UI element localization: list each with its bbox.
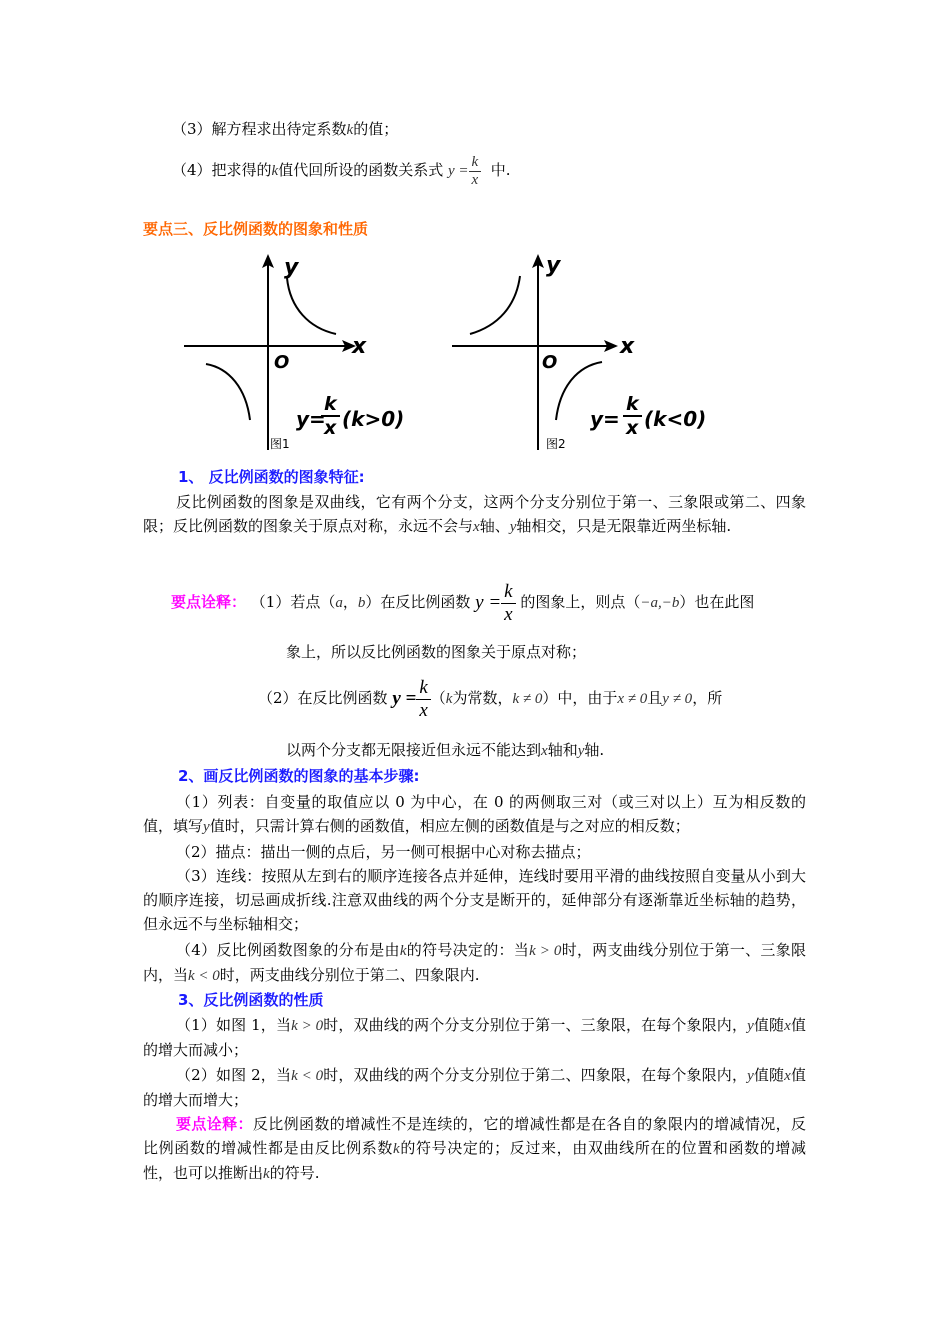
step-3-tail: 的值； <box>353 120 399 138</box>
subsection-1-title: 1、 反比例函数的图象特征: <box>178 468 365 486</box>
expr-k-ne-0: k ≠ 0 <box>512 691 543 707</box>
note-label: 要点诠释： <box>171 593 247 611</box>
fraction-numerator: k <box>469 154 482 172</box>
figure-caption: 图2 <box>546 437 566 451</box>
var-y: y <box>509 519 517 535</box>
step-3 <box>172 119 398 140</box>
text: 值的增大而增大； <box>143 1066 806 1109</box>
var-k: k <box>393 1141 400 1157</box>
text: 值的增大而减小； <box>143 1016 806 1059</box>
note-label: 要点诠释： <box>176 1115 253 1133</box>
var-y: y <box>747 1068 754 1084</box>
text: 时，双曲线的两个分支分别位于第一、三象限，在每个象限内， <box>323 1016 748 1034</box>
var-x: x <box>784 1068 791 1084</box>
text: 值时，只需计算右侧的函数值，相应左侧的函数值是与之对应的相反数； <box>209 817 690 835</box>
text: ， <box>342 593 358 611</box>
formula-lhs: y = <box>475 592 502 613</box>
text: 时，两支曲线分别位于第二、四象限内. <box>219 966 480 984</box>
var-k: k <box>445 691 453 707</box>
expr-k-negative: k < 0 <box>291 1068 324 1084</box>
text: 值随 <box>753 1066 785 1084</box>
text: （4）反比例函数图象的分布是由 <box>176 941 400 959</box>
text: 轴相交，只是无限靠近两坐标轴. <box>516 517 732 535</box>
var-k: k <box>271 163 279 179</box>
text: （2）如图 2，当 <box>176 1066 292 1084</box>
formula-fraction <box>469 154 482 189</box>
var-k: k <box>263 1166 270 1182</box>
step-4 <box>172 145 511 195</box>
hyperbola-branch-q2 <box>470 276 520 334</box>
expr-y-ne-0: y ≠ 0 <box>662 691 693 707</box>
note-2-paragraph <box>143 1112 806 1186</box>
var-b: b <box>357 595 366 611</box>
hyperbola-branch-q3 <box>206 364 250 420</box>
fraction-denominator: x <box>504 603 513 625</box>
expr-k-negative: k < 0 <box>188 968 220 984</box>
text: （1）列表：自变量的取值应以 0 为中心，在 0 的两侧取三对（或三对以上）互为相反数的值，填写 <box>143 793 806 835</box>
x-label: x <box>620 334 635 359</box>
y-label: y <box>546 253 561 278</box>
fraction-numerator: k <box>416 677 430 700</box>
text: 的符号. <box>269 1164 320 1182</box>
x-label: x <box>352 334 367 359</box>
text: 为常数， <box>452 689 513 707</box>
note-1-line-3 <box>258 670 722 726</box>
var-a: a <box>335 595 343 611</box>
formula-lhs: y = <box>448 163 469 179</box>
text: ）中，由于 <box>542 689 618 707</box>
section-title: 要点三、反比例函数的图象和性质 <box>143 220 369 238</box>
equation-lhs: y= <box>296 407 326 431</box>
text: （ <box>430 689 446 707</box>
step-4-mid: 值代回所设的函数关系式 <box>278 161 444 179</box>
equation-condition: (k<0) <box>644 407 707 431</box>
figure-caption: 图1 <box>270 437 290 451</box>
fraction-denominator: x <box>471 171 479 188</box>
origin-label: O <box>274 352 290 373</box>
text: （1）若点（ <box>250 593 336 611</box>
text: 时，双曲线的两个分支分别位于第二、四象限，在每个象限内， <box>323 1066 748 1084</box>
text: （1）如图 1，当 <box>176 1016 292 1034</box>
expr-k-positive: k > 0 <box>529 943 562 959</box>
var-x: x <box>473 519 480 535</box>
formula-fraction <box>416 677 430 722</box>
var-y: y <box>747 1018 754 1034</box>
text: 反比例函数的增减性不是连续的，它的增减性都是在各自的象限内的增减情况，反比例函数的增减性都是由反比例系数 <box>143 1115 806 1157</box>
var-k: k <box>399 943 407 959</box>
equation-condition: (k>0) <box>342 407 405 431</box>
figure-2 <box>452 250 707 456</box>
subsection-3-title: 3、反比例函数的性质 <box>178 991 324 1009</box>
step-4-text: （4）把求得的 <box>172 161 272 179</box>
y-label: y <box>284 255 299 280</box>
text: 轴和 <box>547 741 578 759</box>
equation-numerator: k <box>324 393 337 415</box>
figure-1 <box>184 250 424 456</box>
formula-fraction <box>501 581 515 626</box>
text: 的图象上，则点（ <box>520 593 641 611</box>
expr-x-ne-0: x ≠ 0 <box>617 691 648 707</box>
text: 的符号决定的；反过来，由双曲线所在的位置和函数的增减性，也可以推断出 <box>143 1139 806 1182</box>
note-1-line-4 <box>286 740 604 761</box>
var-k: k <box>346 122 354 138</box>
text: 反比例函数的图象是双曲线，它有两个分支，这两个分支分别位于第一、三象限或第二、四象限；反比例函数的图象关于原点对称，永远不会与 <box>143 493 806 535</box>
fraction-numerator: k <box>501 581 515 604</box>
equation-numerator: k <box>626 393 639 415</box>
sub2-step-4 <box>143 938 806 988</box>
note-1-line-1 <box>171 580 754 624</box>
var-x: x <box>784 1018 791 1034</box>
var-x: x <box>541 743 548 759</box>
sub2-step-2: （2）描点：描出一侧的点后，另一侧可根据中心对称去描点； <box>176 843 591 861</box>
text: 且 <box>647 689 663 707</box>
text: 时，两支曲线分别位于第一、三象限内，当 <box>143 941 806 984</box>
fraction-denominator: x <box>419 699 428 721</box>
sub2-step-1 <box>143 790 806 839</box>
text: ）在反比例函数 <box>365 593 471 611</box>
var-y: y <box>577 743 585 759</box>
equation-lhs: y= <box>590 407 620 431</box>
text: 值随 <box>753 1016 785 1034</box>
sub3-property-2 <box>143 1063 806 1112</box>
equation-denominator: x <box>324 417 337 439</box>
step-4-tail: 中. <box>490 161 511 179</box>
var-neg-point: −a,−b <box>640 595 680 611</box>
step-3-text: （3）解方程求出待定系数 <box>172 120 347 138</box>
text: 轴、 <box>479 517 510 535</box>
equation-denominator: x <box>626 417 639 439</box>
hyperbola-branch-q1 <box>287 278 336 334</box>
subsection-2-title: 2、画反比例函数的图象的基本步骤: <box>178 767 420 785</box>
text: （2）在反比例函数 <box>258 689 388 707</box>
expr-k-positive: k > 0 <box>291 1018 324 1034</box>
formula-lhs: y = <box>392 688 417 709</box>
var-y: y <box>203 819 210 835</box>
sub3-property-1 <box>143 1013 806 1062</box>
text: 轴. <box>584 741 605 759</box>
text: 以两个分支都无限接近但永远不能达到 <box>286 741 542 759</box>
note-1-line-2: 象上，所以反比例函数的图象关于原点对称； <box>286 643 587 661</box>
origin-label: O <box>542 352 558 373</box>
subsection-1-paragraph <box>143 490 806 539</box>
text: 的符号决定的：当 <box>406 941 530 959</box>
text: ）也在此图 <box>679 593 755 611</box>
sub2-step-3: （3）连线：按照从左到右的顺序连接各点并延伸，连线时要用平滑的曲线按照自变量从小到大的顺序连接，切忌画成折线.注意双曲线的两个分支是断开的，延伸部分有逐渐靠近坐标轴的趋势，但永远不与坐标轴相交； <box>143 867 806 933</box>
text: ，所 <box>692 689 723 707</box>
